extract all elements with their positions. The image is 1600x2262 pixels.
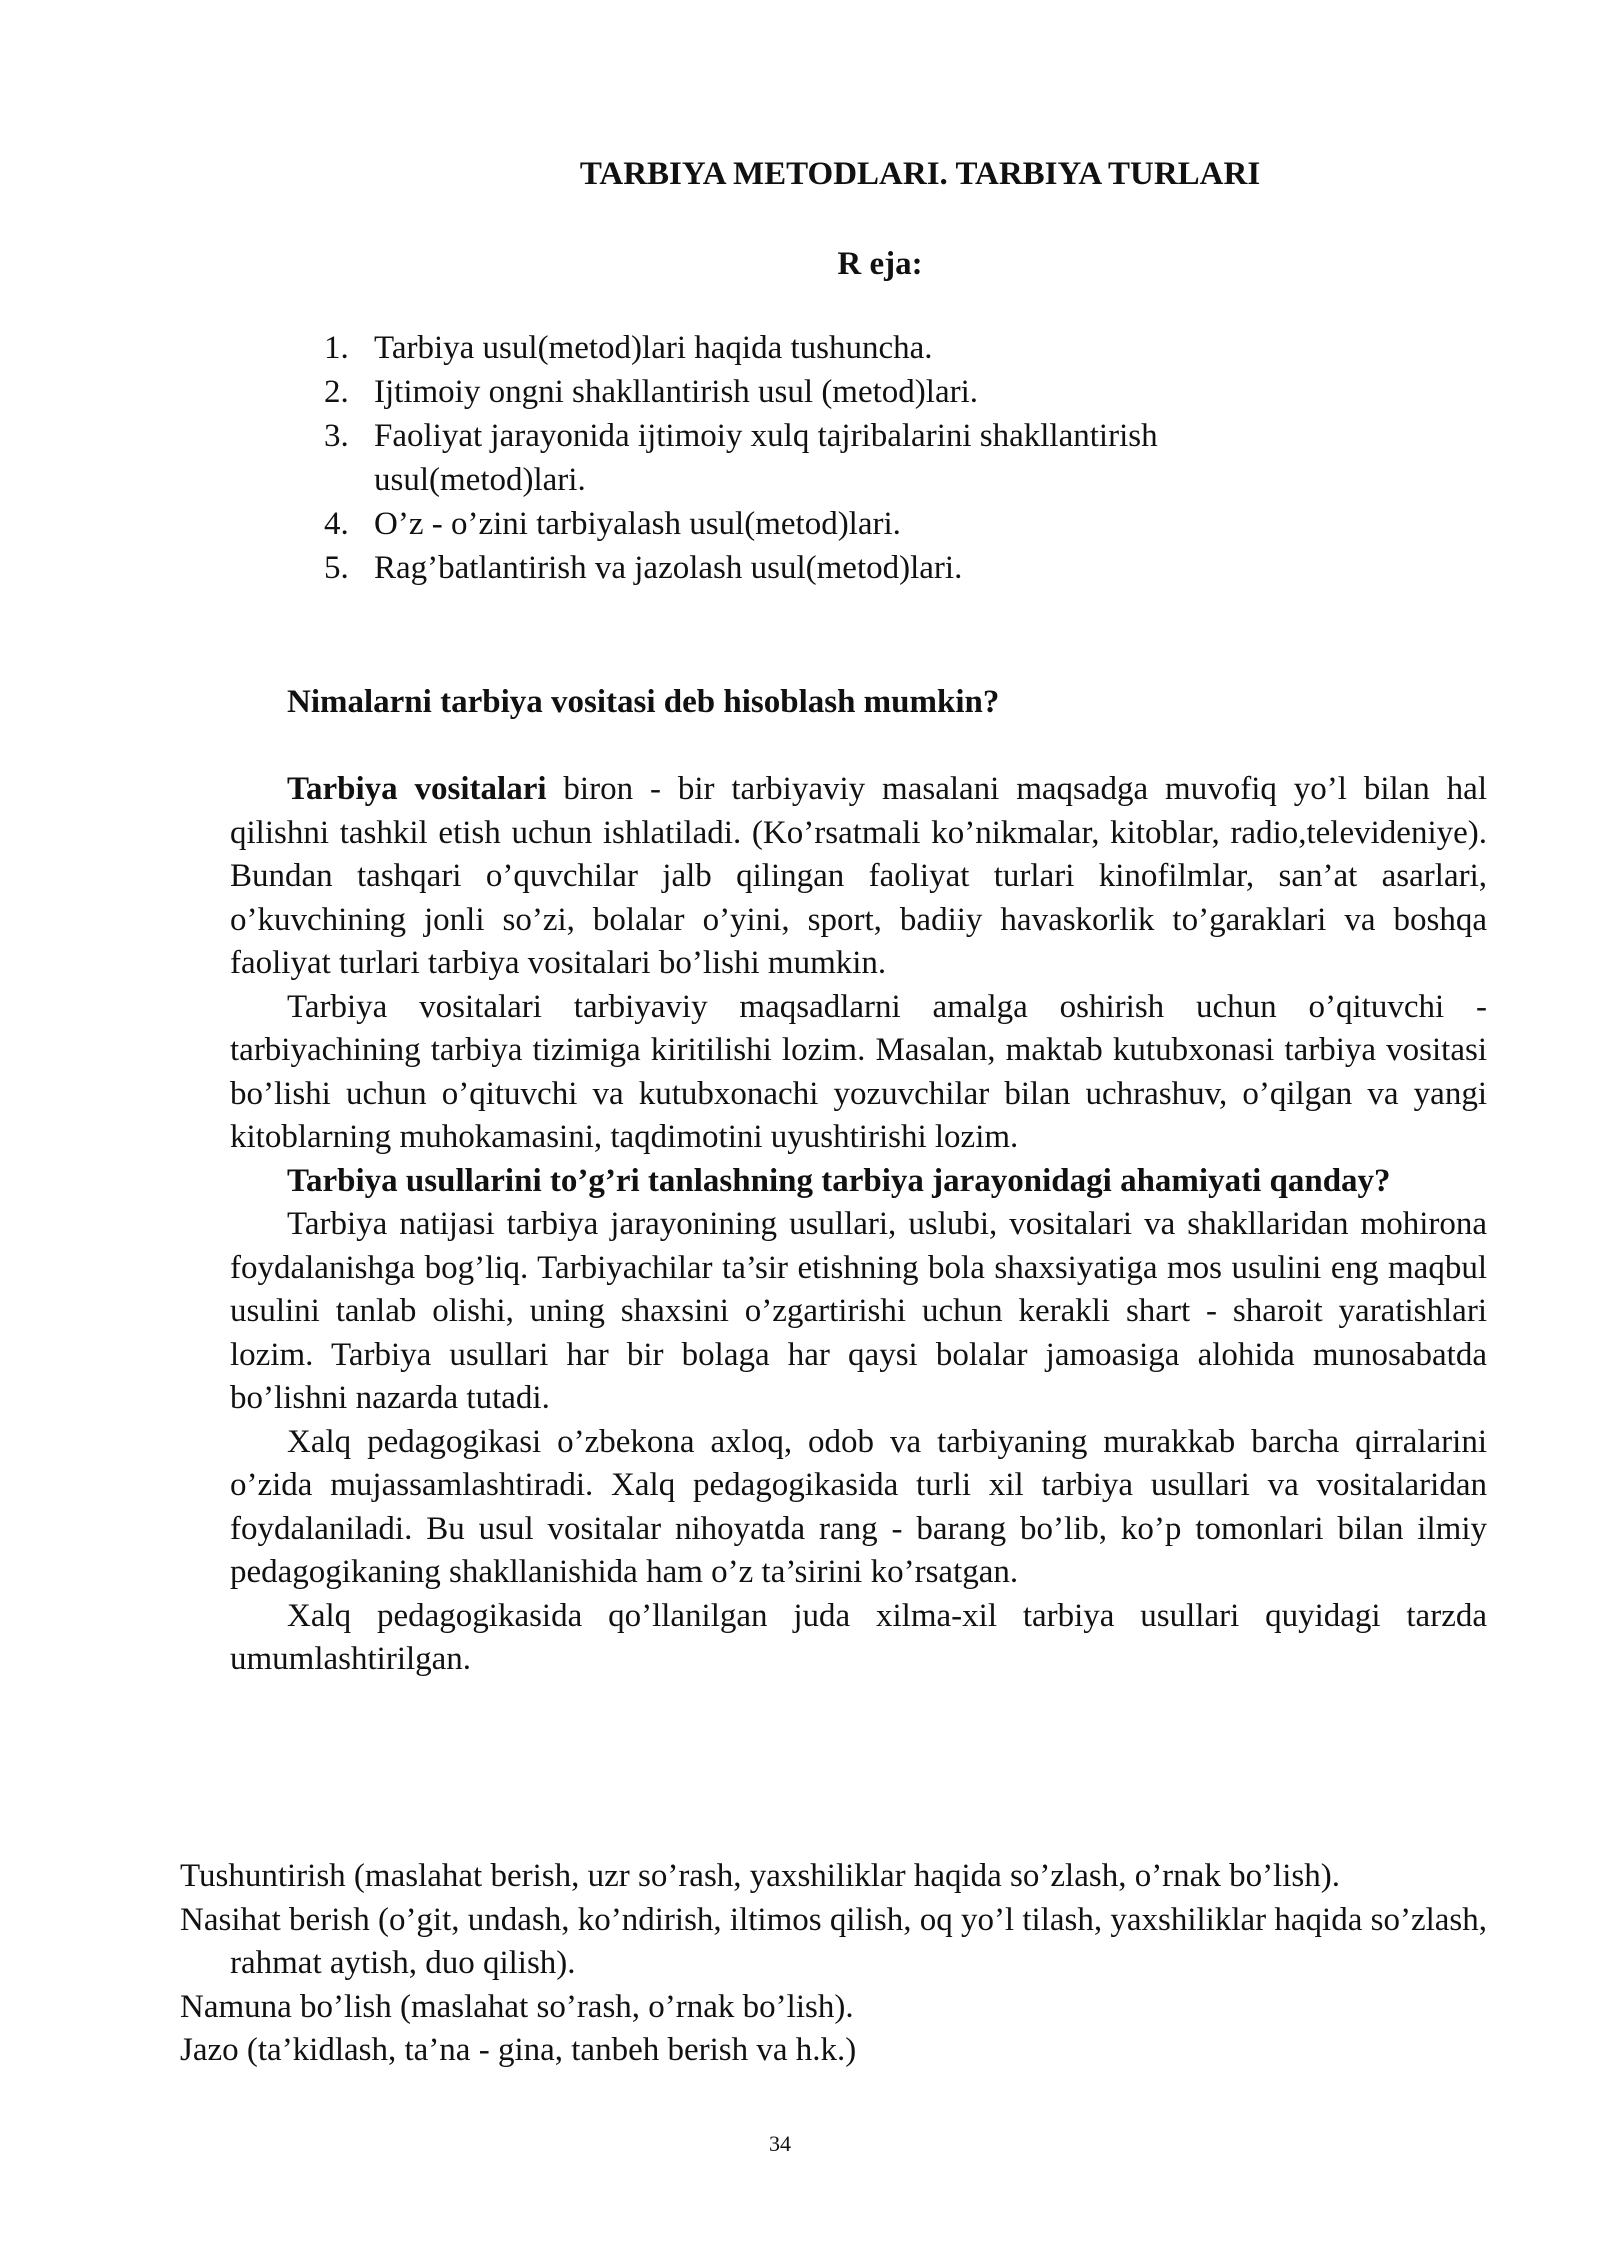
plan-item-text: Faoliyat jarayonida ijtimoiy xulq tajribalarini shakllantirish usul(metod)lari.	[374, 418, 1158, 498]
section-question: Nimalarni tarbiya vositasi deb hisoblash mumkin?	[287, 684, 1000, 720]
plan-item-number: 4.	[324, 506, 349, 542]
paragraph: Tarbiya vositalari tarbiyaviy maqsadlarni amalga oshirish uchun o’qituvchi - tarbiyachining tarbiya tizimiga kiritilishi lozim. Masalan, maktab kutubxonasi tarbiya vositasi bo’lishi uchun o’qituvchi va kutubxonachi yozuvchilar bilan uchrashuv, o’qilgan va yangi kitoblarning muhokamasini, taqdimotini uyushtirishi lozim.	[230, 988, 1487, 1155]
section-question: Tarbiya usullarini to’g’ri tanlashning tarbiya jarayonidagi ahamiyati qanday?	[287, 1162, 1391, 1199]
plan-item	[324, 502, 1304, 546]
paragraph: Xalq pedagogikasida qo’llanilgan juda xilma-xil tarbiya usullari quyidagi tarzda umumlashtirilgan.	[230, 1597, 1487, 1677]
method-item: Jazo (ta’kidlash, ta’na - gina, tanbeh berish va h.k.)	[180, 2032, 857, 2068]
plan-item	[324, 414, 1304, 502]
plan-item-text: O’z - o’zini tarbiyalash usul(metod)lari.	[374, 506, 901, 542]
paragraph	[230, 768, 1487, 986]
paragraph: Xalq pedagogikasi o’zbekona axloq, odob va tarbiyaning murakkab barcha qirralarini o’zida mujassamlashtiradi. Xalq pedagogikasida turli xil tarbiya usullari va vositalaridan foydalaniladi. Bu usul vositalar nihoyatda rang - barang bo’lib, ko’p tomonlari bilan ilmiy pedagogikaning shakllanishida ham o’z ta’sirini ko’rsatgan.	[230, 1423, 1487, 1590]
plan-item-number: 1.	[324, 330, 349, 366]
plan-item-text: Rag’batlantirish va jazolash usul(metod)lari.	[374, 550, 963, 586]
plan-item-number: 3.	[324, 418, 349, 454]
page-number: 34	[769, 2131, 791, 2156]
bold-term: Tarbiya vositalari	[287, 771, 547, 807]
plan-item-text: Tarbiya usul(metod)lari haqida tushuncha.	[374, 330, 933, 366]
plan-item-number: 5.	[324, 550, 349, 586]
plan-item	[324, 370, 1304, 414]
methods-list	[180, 1855, 1487, 2073]
page-title: TARBIYA METODLARI. TARBIYA TURLARI	[579, 156, 1261, 192]
body-text	[230, 768, 1487, 1682]
plan-list	[324, 326, 1304, 590]
method-item: Namuna bo’lish (maslahat so’rash, o’rnak bo’lish).	[180, 1988, 854, 2025]
method-item: Nasihat berish (o’git, undash, ko’ndirish, iltimos qilish, oq yo’l tilash, yaxshiliklar haqida so’zlash, rahmat aytish, duo qilish).	[180, 1901, 1487, 1981]
plan-item	[324, 546, 1304, 590]
plan-heading: R eja:	[837, 246, 923, 282]
plan-item-number: 2.	[324, 374, 349, 410]
paragraph-text: biron - bir tarbiyaviy masalani maqsadga muvofiq yo’l bilan hal qilishni tashkil etish uchun ishlatiladi. (Ko’rsatmali ko’nikmalar, kitoblar, radio,televideniye). Bundan tashqari o’quvchilar jalb qilingan faoliyat turlari kinofilmlar, san’at asarlari, o’kuvchining jonli so’zi, bolalar o’yini, sport, badiiy havaskorlik to’garaklari va boshqa faoliyat turlari tarbiya vositalari bo’lishi mumkin.	[230, 771, 1487, 981]
method-item: Tushuntirish (maslahat berish, uzr so’rash, yaxshiliklar haqida so’zlash, o’rnak bo’lish).	[180, 1858, 1340, 1894]
paragraph: Tarbiya natijasi tarbiya jarayonining usullari, uslubi, vositalari va shakllaridan mohirona foydalanishga bog’liq. Tarbiyachilar ta’sir etishning bola shaxsiyatiga mos usulini eng maqbul usulini tanlab olishi, uning shaxsini o’zgartirishi uchun kerakli shart - sharoit yaratishlari lozim. Tarbiya usullari har bir bolaga har qaysi bolalar jamoasiga alohida munosabatda bo’lishni nazarda tutadi.	[230, 1206, 1487, 1416]
plan-item	[324, 326, 1304, 370]
plan-item-text: Ijtimoiy ongni shakllantirish usul (metod)lari.	[374, 374, 979, 410]
